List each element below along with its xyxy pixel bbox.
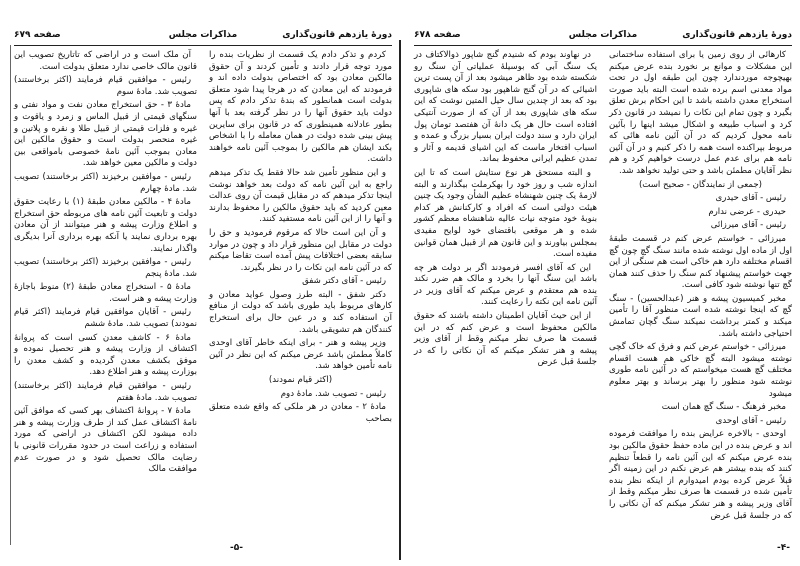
page-label: صفحه ۶۷۸ [414,30,461,40]
page-label: صفحه ۶۷۹ [14,30,61,40]
header-rule [14,45,392,46]
paragraph: کردم و تذکر دادم یک قسمت از نظریات بنده را مورد توجه قرار دادند و تأمین کردند و آن حقوق مالکین معادن بود که اختصاص بدولت داده اند و فرمودند که این معادن که در هرجا پیدا شود متعلق بدولت است همانطور که بندهٔ تذکر دادم که پس دولت باید حقوق آنها را در نظر گرفته بعد با آنها بطور عادلانه همینطوری که در قانون برای سایرین پیش بینی شده دولت در همان معامله را با اشخاص بکند ایشان هم مالکین را بموجب آئین نامه خواهند داشت. [209,50,392,165]
paragraph: رئیس - آقای حیدری [715,193,786,204]
session-title: دورهٔ یازدهم قانون‌گذاری [282,30,392,40]
session-title: دورهٔ یازدهم قانون‌گذاری [682,30,792,40]
publication-title: مذاکرات مجلس [568,30,638,40]
page-number: -۵- [230,543,243,553]
paragraph: مادهٔ ۳ - حق استخراج معادن نفت و مواد نفتی و سنگهای قیمتی از قبیل الماس و زمرد و یاقوت و غیره و فلزات قیمتی از قبیل طلا و نقره و پلاتین و غیره منحصر بدولت است و حقوق مالکین این معادن بموجب آئین نامهٔ خصوصی بامواقعی بین دولت و مالکین معین خواهد شد. [14,100,197,169]
paragraph: (جمعی از نمایندگان - صحیح است) [638,179,763,190]
paragraph: حیدری - عرضی ندارم [708,206,786,217]
paragraph: این که آقای افسر فرمودند اگر بر دولت هر چه باشد این سنگ آنها را بخرد و مالک هم ضرر نکند بنده هم معتقدم و عرض میکنم که آقای وزیر در آئین نامه این نکته را رعایت کنند. [414,262,597,308]
paragraph: در نهاوند بودم که شنیدم گنج شاپور ذوالاکتاف در یک سنگ آبی که بوسیلهٔ عملیاتی آن سنگ رو شکسته شده بود ظاهر میشود بعد از آن پست ترین اشیائی که در آن گنج شاهپور بود سکه های شاپوری بود که بعد از چندین سال حیل المتین نوشت که این سکه های شاپوری بعد از آن که از صورت آنتیکی افتاده است حال هر یک دانهٔ آن هفتصد تومان پول ایران دارد و سند دولت ایران بسیار بزرگ و عمده و اسباب افتخار ماست که این اشیای قدیمه و آثار و تمدن عظیم ایرانی محفوظ بماند. [414,50,597,165]
publication-title: مذاکرات مجلس [168,30,238,40]
paragraph: مادهٔ ۲ - معادن در هر ملکی که واقع شده متعلق بصاحب [209,402,392,424]
paragraph: و این منظور تأمین شد حالا فقط یک تذکر میدهم راجع به این آئین نامه که دولت بعد خواهد نوشت اینجا تذکر میدهم که در مقابل قیمت آن روی عدالت معین کردید که باید حقوق مالکین را محفوظ بدارند و آنها را از این آئین نامه مستفید کنند. [209,167,392,225]
paragraph: میرزائی - خواستم عرض کنم و فرق که خاک گچی نوشته میشود البته گچ خاکی هم هست اقسام مختلف گچ هست میخواستم که در آئین نامه طوری نوشته شود منظور را بهتر برساند و بهتر معلوم میشود [609,342,792,399]
paragraph: مخبر کمیسیون پیشه و هنر (عبدالحسین) - سنگ گچ که اینجا نوشته شده است منظور آقا را تأمین میکند و کمتر برداشت نمیکند سنگ گچان تمامش احتیاجی داشته باشد. [609,293,792,339]
paragraph: اوحدی - بالاخره عرایض بنده را موافقت فرموده اند و عرض بنده در این ماده حفظ حقوق مالکین بود بنده عرض میکنم که این آئین نامه را قطعاً تنظیم کنند که بنده بیشتر هم عرض نکنم در این زمینه اگر قبلاً عرض کرده بودم امیدوارم از اینکه نظر بنده تأمین شده در قسمت ها صرف نظر میکنم وقط از آقای وزیر پیشه و هنر تشکر میکنم که آن نکاتی را که در جلسهٔ قبل عرض [609,429,792,521]
paragraph: از این حیث آقایان اطمینان داشته باشند که حقوق مالکین محفوظ است و عرض کنم که در این قسمت ها صرف نظر میکنم وقط از آقای وزیر پیشه و هنر تشکر میکنم که آن نکاتی را که در جلسهٔ قبل عرض [414,311,597,368]
paragraph: وزیر پیشه و هنر - برای اینکه خاطر آقای اوحدی کاملاً مطمئن باشد عرض میکنم که این نظر در آئین نامه تأمین خواهد شد. [209,338,392,372]
paragraph: آن ملک است و در اراضی که تاتاریخ تصویب این قانون مالک خاصی ندارد متعلق بدولت است. [14,50,197,72]
paragraph: رئیس - موافقین قیام فرمایند (اکثر برخاستند) تصویب شد. مادهٔ هفتم [14,381,197,403]
paragraph: مادهٔ ۶ - کاشف معدن کسی است که پروانهٔ اکتشاف از وزارت پیشه و هنر تحصیل نموده و موفق بکشف معدن گردیده و کشف معدن را بوزارت پیشه و هنر اطلاع دهد. [14,332,197,378]
text-column-left [14,50,197,510]
page-header [14,30,392,44]
page-edge [10,45,11,545]
paragraph: (اکثر قیام نمودند) [268,375,333,386]
paragraph: رئیس - موافقین برخیزند (اکثر برخاستند) تصویب شد. مادهٔ چهارم [14,171,197,194]
right-page [400,0,800,566]
paragraph: رئیس - تصویب شد. مادهٔ دوم [280,388,386,399]
paragraph: مادهٔ ۴ - مالکین معادن طبقهٔ (۱) با رعایت حقوق دولت و تابعیت آئین نامه های مربوطه حق استخراج و اطلاع وزارت پیشه و هنر میتوانند از آن معادن بهره برداری نمایند یا آنکه بهره برداری آنرا بدیگری واگذار نمایند. [14,197,197,254]
paragraph: مادهٔ ۵ - استخراج معادن طبقهٔ (۲) منوط باجازهٔ وزارت پیشه و هنر است. [14,282,197,304]
header-rule [414,45,792,46]
paragraph: رئیس - آقایان موافقین قیام فرمایند (اکثر قیام نمودند) تصویب شد. مادهٔ ششم [14,307,197,330]
paragraph: رئیس - آقای دکتر شفق [302,276,386,287]
paragraph: دکتر شفق - البته طرز وصول عواید معادن و کارهای مربوط باید طوری باشد که دولت از منافع آن استفاده کند و در عین حال برای استخراج کنندگان هم تشویقی باشد. [209,289,392,335]
paragraph: مادهٔ ۷ - پروانهٔ اکتشاف بهر کسی که موافق آئین نامهٔ اکتشاف عمل کند از طرف وزارت پیشه و هنر داده میشود لکن اکتشاف در اراضی که مورد استفاده و زراعت است در حدود مقررات قانونی با رضایت مالک تحصیل شود و در صورت عدم موافقت مالک [14,406,197,475]
page-number: -۴- [777,543,790,553]
paragraph: و البته مستحق هر نوع ستایش است که تا این اندازه شب و روز خود را بهکرملت بیگذارند و البته لازمهٔ یک چنین شهنشاه عظیم الشأن وجود یک چنین هیئت دولتی است که افراد و کارکنانش هر کدام بنوبهٔ خود متوجه نیات عالیه شاهنشاه معظم کشور شده و هر موقعی باقتضای خود لوایح مفیدی بمجلس بیاورند و این قانون هم از قبیل همان قوانین مفیده است. [414,167,597,260]
text-column-right [209,50,392,510]
paragraph: رئیس - آقای میرزائی [710,220,786,231]
paragraph: رئیس - آقای اوحدی [715,415,786,426]
text-column-right [609,50,792,521]
paragraph: و آن این است حالا که مرقوم فرمودید و حق را دولت در مقابل این منظور قرار داد و چون در موارد سابقه بعضی اختلافات پیش آمده است تقاضا میکنم که در آئین نامه این نکات را در نظر بگیرند. [209,227,392,273]
text-column-left [414,50,597,510]
paragraph: کارهائی از روی زمین یا برای استفاده ساختمانی این مشکلات و موانع بر نخورد بنده عرض میکنم بهیچوجه موردندارد چون این طبقه اول در تحت مواد معدنی اسم برده شده است البته باید صورت استخراج معدن داشته باشد تا این احکام برش تعلق بگیرد و چون تمام این نکات را نمیشد در قانون ذکر کرد و اسباب طبیعه و اشکال میشد اینها را بآئین نامه محول کردیم که در آن آئین نامه هائی که مربوط بپراکنده است همه را ذکر کنیم و در آن آئین نامه هم برای عدم عمل درست خواهیم کرد و هم نظر آقایان مطمئن باشد و حتی تولید نخواهد شد. [609,50,792,176]
paragraph: میرزائی - خواستم عرض کنم در قسمت طبقهٔ اول از ماده اول نوشته شده مانند سنگ گچ چون گچ اقسام مختلفه دارد هم خاکی است هم سنگی از این جهت خواستم پیشنهاد کنم سنگ را حذف کنند همان گچ تنها نوشته شود کافی است. [609,233,792,291]
paragraph: رئیس - موافقین قیام فرمایند (اکثر برخاستند) تصویب شد. مادهٔ سوم [14,75,197,97]
paragraph: رئیس - موافقین برخیزند (اکثر برخاستند) تصویب شد. مادهٔ پنجم [14,257,197,279]
paragraph: مخبر فرهنگ - سنگ گچ همان است [661,402,786,413]
page-header [414,30,792,44]
